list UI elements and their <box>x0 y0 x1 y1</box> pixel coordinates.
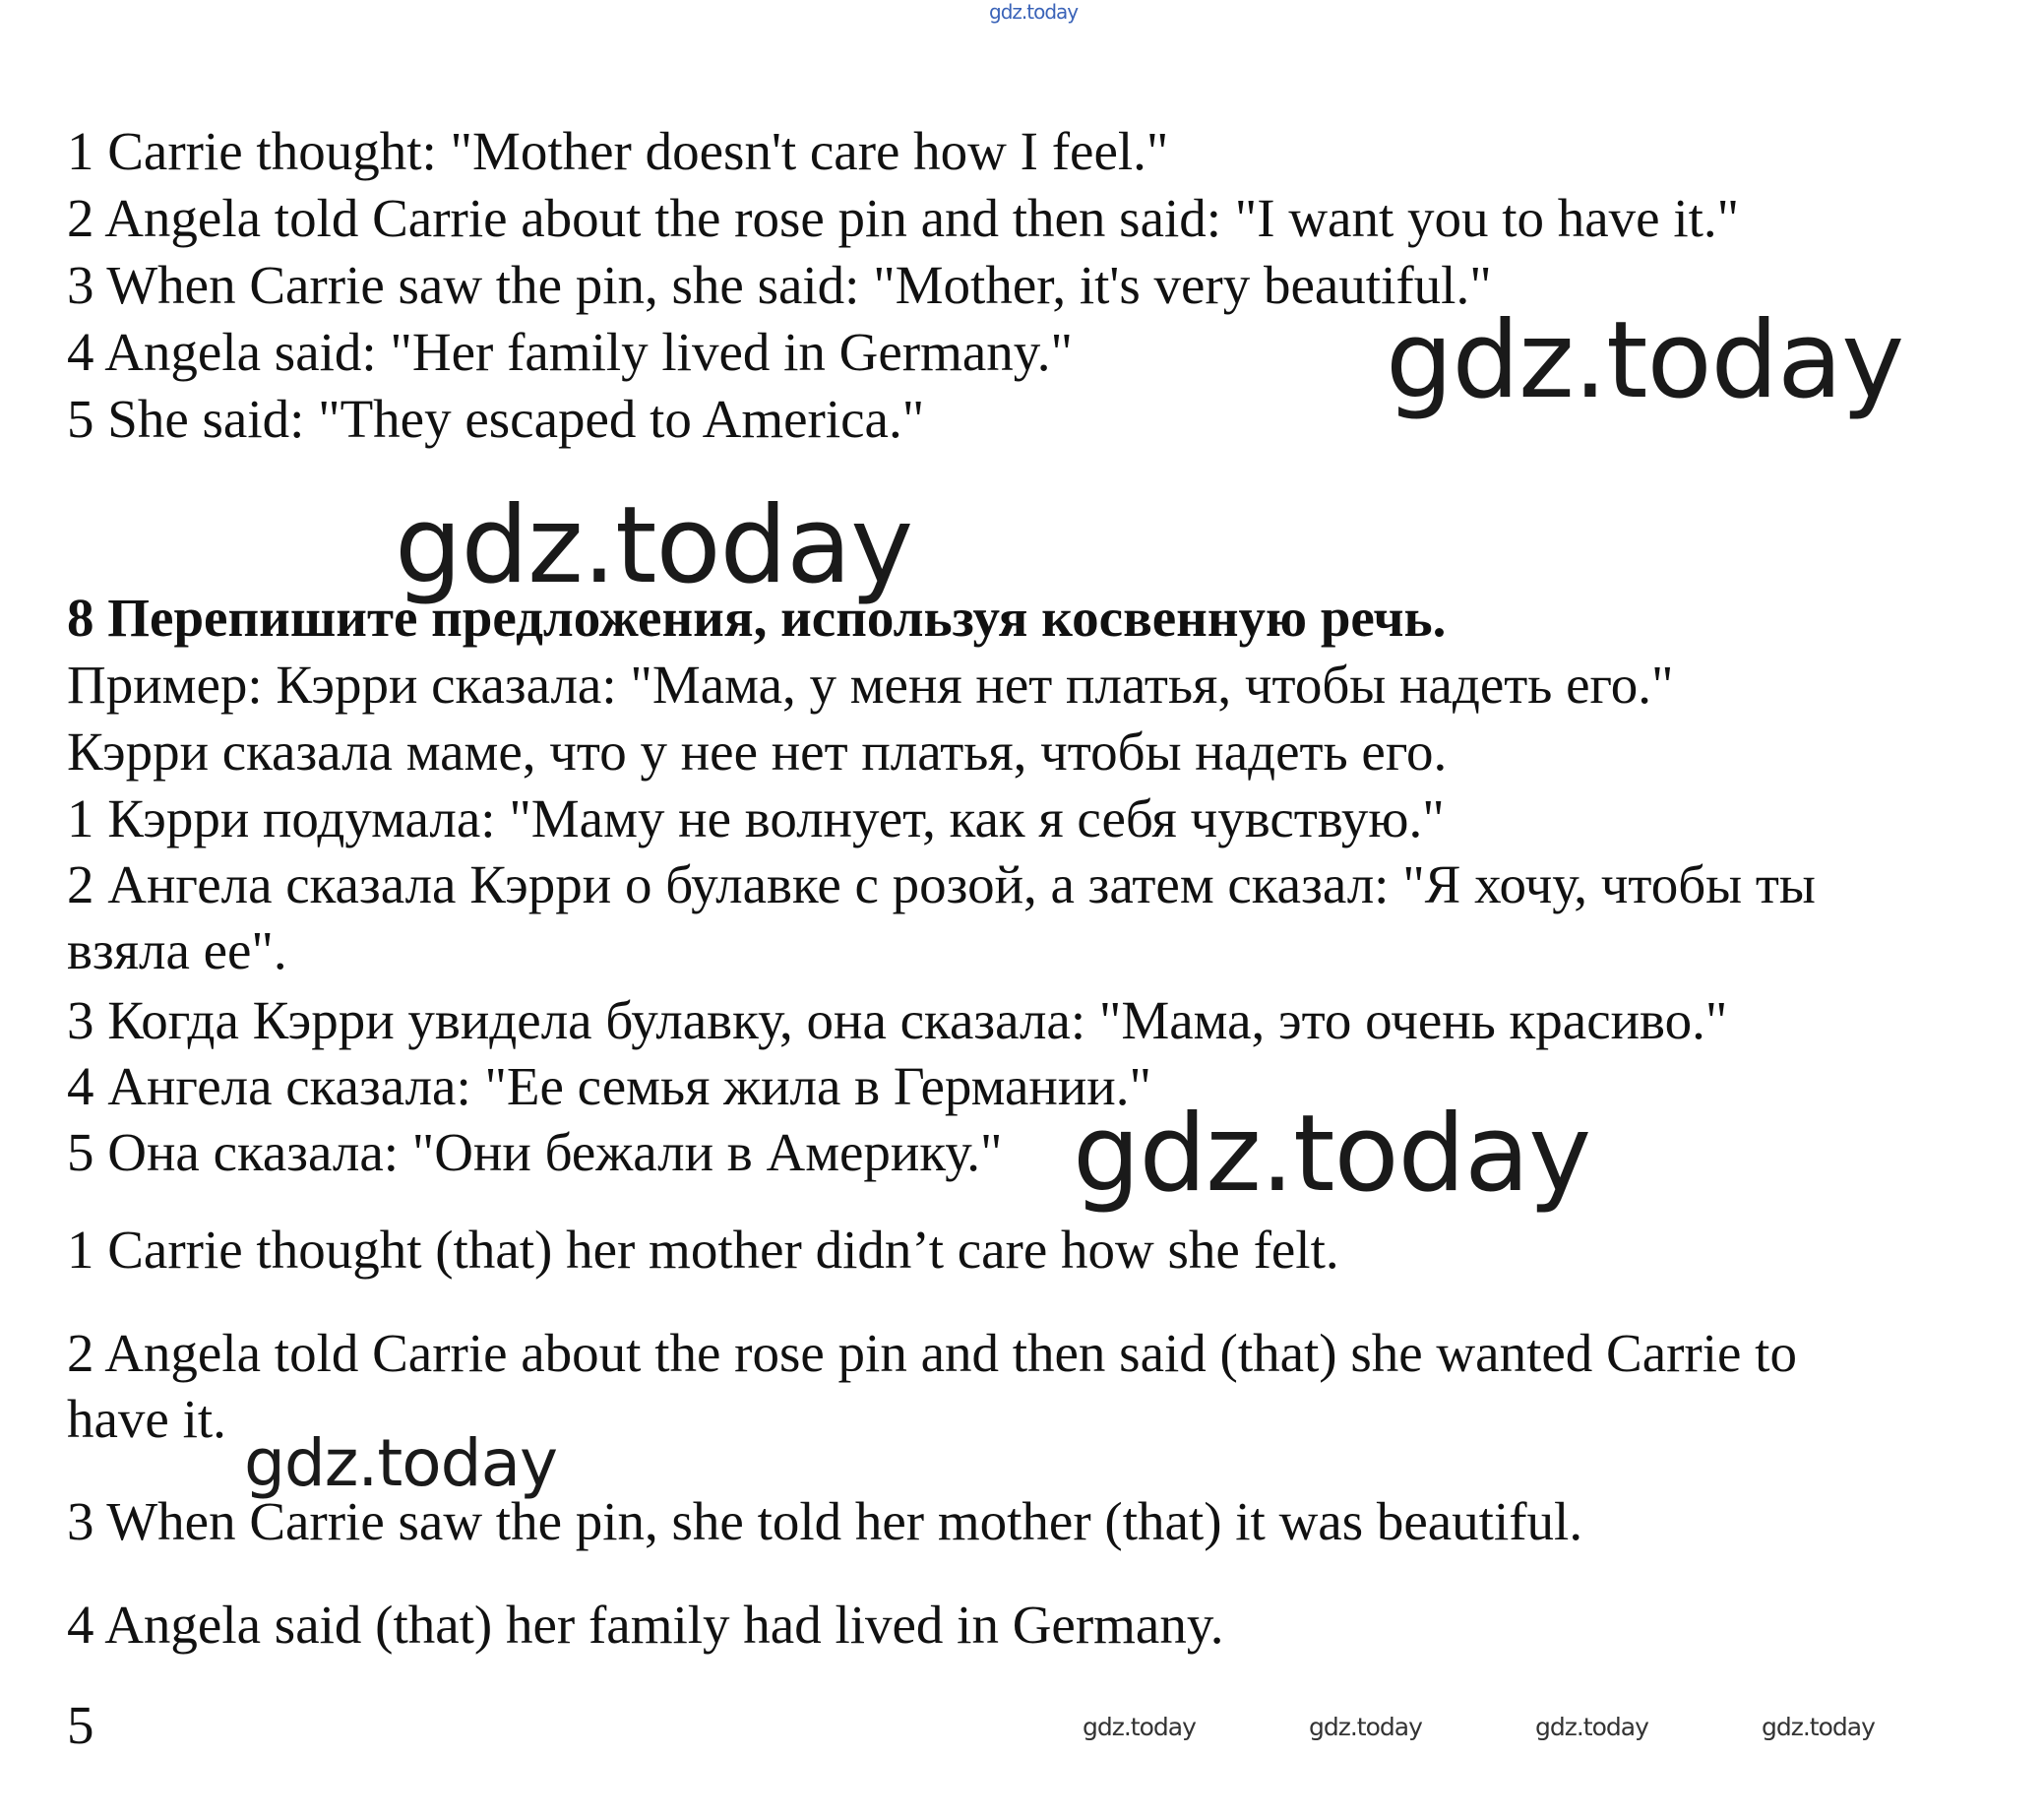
exercise-item-5: 5 Она сказала: "Они бежали в Америку." <box>67 1122 1003 1182</box>
answer-2-cont: have it. <box>67 1389 226 1449</box>
exercise-item-1: 1 Кэрри подумала: "Маму не волнует, как я себя чувствую." <box>67 788 1445 848</box>
exercise-item-2: 2 Ангела сказала Кэрри о булавке с розой, а затем сказал: "Я хочу, чтобы ты <box>67 854 1816 914</box>
page-number: 5 <box>67 1695 94 1755</box>
watermark-left-upper: gdz.today <box>395 484 913 607</box>
original-line-2: 2 Angela told Carrie about the rose pin and then said: "I want you to have it." <box>67 188 1740 248</box>
answer-1: 1 Carrie thought (that) her mother didn’t care how she felt. <box>67 1220 1339 1280</box>
watermark-lower: gdz.today <box>244 1425 558 1501</box>
watermark-footer-1: gdz.today <box>1083 1713 1196 1741</box>
watermark-top: gdz.today <box>989 0 1079 24</box>
answer-3: 3 When Carrie saw the pin, she told her mother (that) it was beautiful. <box>67 1491 1583 1551</box>
watermark-right-upper: gdz.today <box>1386 299 1904 422</box>
example-line-1: Пример: Кэрри сказала: "Мама, у меня нет платья, чтобы надеть его." <box>67 655 1674 715</box>
answer-2: 2 Angela told Carrie about the rose pin and then said (that) she wanted Carrie to <box>67 1323 1797 1383</box>
example-line-2: Кэрри сказала маме, что у нее нет платья, чтобы надеть его. <box>67 721 1448 782</box>
original-line-5: 5 She said: "They escaped to America." <box>67 389 925 449</box>
original-line-3: 3 When Carrie saw the pin, she said: "Mother, it's very beautiful." <box>67 255 1492 315</box>
watermark-footer-3: gdz.today <box>1535 1713 1648 1741</box>
original-line-1: 1 Carrie thought: "Mother doesn't care how I feel." <box>67 121 1169 181</box>
exercise-title: 8 Перепишите предложения, используя косвенную речь. <box>67 588 1447 648</box>
exercise-item-3: 3 Когда Кэрри увидела булавку, она сказала: "Мама, это очень красиво." <box>67 990 1728 1050</box>
answer-4: 4 Angela said (that) her family had lived in Germany. <box>67 1595 1224 1655</box>
exercise-item-4: 4 Ангела сказала: "Ее семья жила в Германии." <box>67 1056 1151 1116</box>
watermark-mid: gdz.today <box>1073 1093 1591 1216</box>
watermark-footer-4: gdz.today <box>1762 1713 1875 1741</box>
original-line-4: 4 Angela said: "Her family lived in Germany." <box>67 322 1073 382</box>
watermark-footer-2: gdz.today <box>1309 1713 1422 1741</box>
exercise-item-2-cont: взяла ее". <box>67 920 287 980</box>
